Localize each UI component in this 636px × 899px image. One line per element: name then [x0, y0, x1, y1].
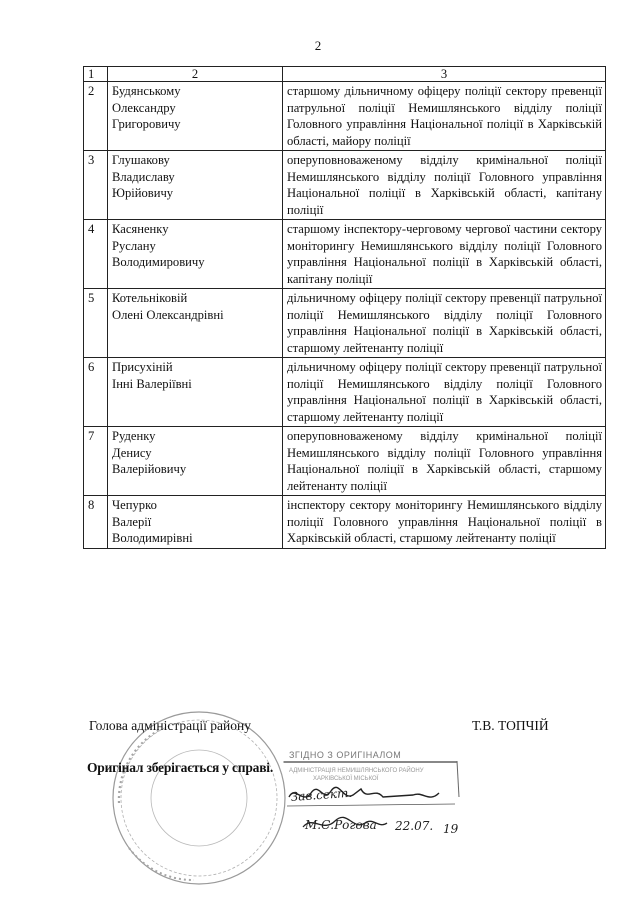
signatory-title: Голова адміністрації району: [89, 718, 251, 733]
row-number: 3: [84, 151, 108, 220]
person-name-line: Будянському: [112, 84, 181, 98]
person-position: старшому інспектору-черговому чергової частини сектору моніторингу Немишлянського відділу поліції Головного управління Національної поліції в Харківській області, капітану поліції: [283, 220, 606, 289]
person-position: старшому дільничному офіцеру поліції сектору превенції патрульної поліції Немишлянського відділу поліції Головного управління Національної поліції в Харківській області, майору поліції: [283, 82, 606, 151]
person-name-line: Владиславу: [112, 169, 175, 184]
row-number: 4: [84, 220, 108, 289]
person-name-line: Глушакову: [112, 153, 170, 167]
page-number: 2: [314, 38, 322, 53]
person-name-line: Олені Олександрівні: [112, 307, 224, 322]
original-location-note: Оригінал зберігається у справі.: [87, 760, 274, 775]
person-name: [108, 289, 283, 358]
person-name-line: Юрійовичу: [112, 186, 174, 200]
person-position: інспектору сектору моніторингу Немишлянського відділу поліції Головного управління Національної поліції в Харківській області, старшому лейтенанту поліції: [283, 496, 606, 549]
svg-text:19: 19: [443, 822, 459, 836]
person-name-line: Олександру: [112, 100, 176, 115]
table-row: [84, 289, 606, 358]
row-number: 7: [84, 427, 108, 496]
svg-text:АДМІНІСТРАЦІЯ НЕМИШЛЯНСЬКОГО Р: АДМІНІСТРАЦІЯ НЕМИШЛЯНСЬКОГО РАЙОНУ: [289, 768, 424, 774]
row-number: 2: [84, 82, 108, 151]
person-name-line: Присухіній: [112, 360, 173, 374]
person-name: [108, 151, 283, 220]
person-position: дільничному офіцеру поліції сектору превенції патрульної поліції Немишлянського відділу поліції Головного управління Національної поліції в Харківській області, старшому лейтенанту поліції: [283, 358, 606, 427]
person-name-line: Валерії: [112, 514, 152, 529]
table-row: [84, 82, 606, 151]
row-number: 8: [84, 496, 108, 549]
personnel-table: [83, 66, 606, 549]
person-name-line: Котельніковій: [112, 291, 188, 305]
person-name-line: Григоровичу: [112, 117, 181, 131]
person-name-line: Чепурко: [112, 498, 157, 512]
table-row: [84, 220, 606, 289]
person-position: оперуповноваженому відділу кримінальної поліції Немишлянського відділу поліції Головного управління Національної поліції в Харківській області, старшому лейтенанту поліції: [283, 427, 606, 496]
person-name: [108, 358, 283, 427]
person-position: оперуповноваженому відділу кримінальної поліції Немишлянського відділу поліції Головного управління Національної поліції в Харківській області, капітану поліції: [283, 151, 606, 220]
person-name-line: Володимировичу: [112, 255, 205, 269]
person-name: [108, 427, 283, 496]
person-name-line: Валерійовичу: [112, 462, 187, 476]
column-header-position: 3: [283, 67, 606, 82]
person-name: [108, 220, 283, 289]
svg-text:22.07.: 22.07.: [395, 819, 434, 833]
column-header-number: 1: [84, 67, 108, 82]
person-name: [108, 82, 283, 151]
person-name: [108, 496, 283, 549]
person-position: дільничному офіцеру поліції сектору превенції патрульної поліції Немишлянського відділу поліції Головного управління Національної поліції в Харківській області, старшому лейтенанту поліції: [283, 289, 606, 358]
person-name-line: Володимирівні: [112, 531, 193, 545]
signatory-name: Т.В. ТОПЧІЙ: [472, 718, 549, 733]
row-number: 5: [84, 289, 108, 358]
row-number: 6: [84, 358, 108, 427]
svg-text:М.С.Рогова: М.С.Рогова: [305, 818, 377, 832]
person-name-line: Інні Валеріївні: [112, 376, 192, 391]
person-name-line: Касяненку: [112, 222, 169, 236]
table-row: [84, 358, 606, 427]
svg-text:ХАРКІВСЬКОЇ МІСЬКОЇ: ХАРКІВСЬКОЇ МІСЬКОЇ: [313, 776, 379, 782]
person-name-line: Денису: [112, 445, 152, 460]
official-seal: [99, 708, 299, 888]
table-header-row: [84, 67, 606, 82]
person-name-line: Руслану: [112, 238, 156, 253]
table-row: [84, 427, 606, 496]
certification-stamp: [283, 745, 469, 840]
svg-text:Зав.сект.: Зав.сект.: [290, 785, 353, 804]
svg-text:ЗГІДНО З ОРИГІНАЛОМ: ЗГІДНО З ОРИГІНАЛОМ: [289, 750, 402, 760]
column-header-name: 2: [108, 67, 283, 82]
table-row: [84, 496, 606, 549]
person-name-line: Руденку: [112, 429, 156, 443]
table-row: [84, 151, 606, 220]
